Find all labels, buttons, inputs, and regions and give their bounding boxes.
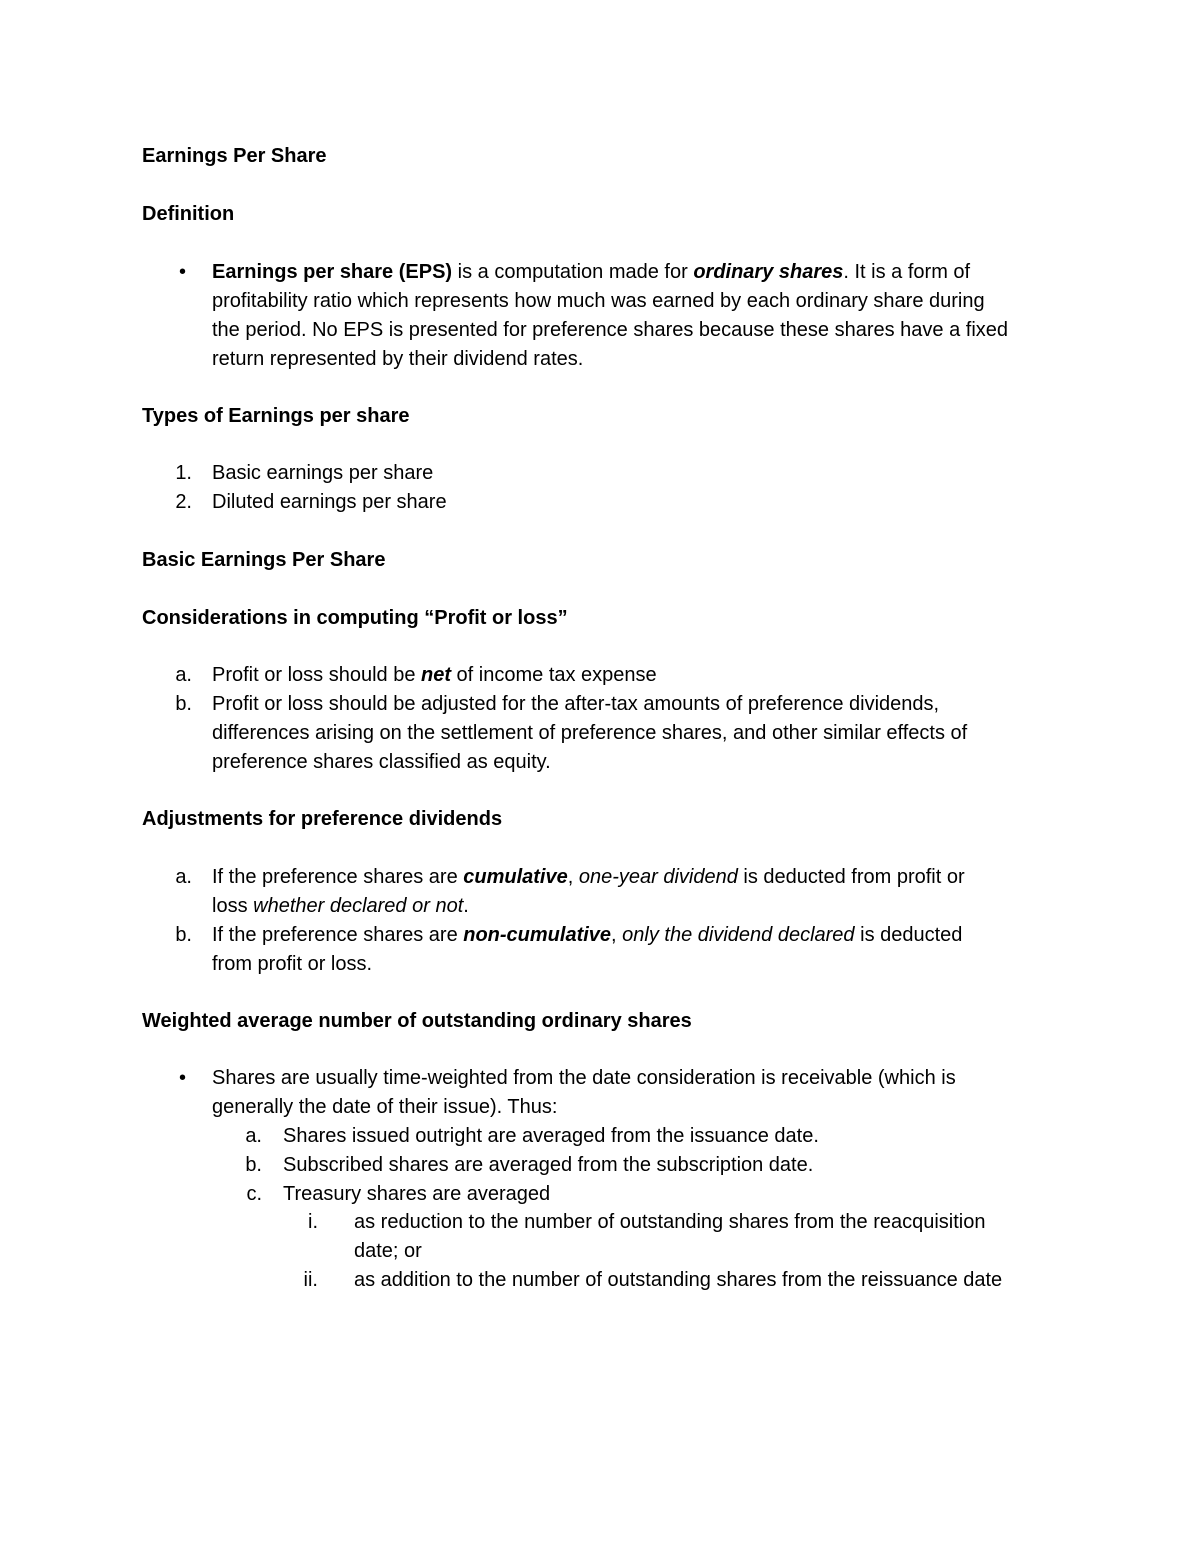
roman-item-line-1: as addition to the number of outstanding shares from the reissuance date: [354, 1269, 1003, 1291]
roman-marker: i.: [308, 1211, 318, 1233]
weighted-line-1: Shares are usually time-weighted from the date consideration is receivable (which is: [212, 1067, 956, 1089]
list-marker: b.: [175, 924, 192, 946]
item-text: Profit or loss should be: [212, 664, 421, 686]
list-item: Basic earnings per share: [212, 462, 434, 484]
roman-item-line-1: as reduction to the number of outstanding shares from the reacquisition: [354, 1211, 986, 1233]
net-term: net: [421, 664, 451, 686]
list-item: [212, 661, 657, 690]
item-text: is deducted: [854, 924, 963, 946]
dividend-declared-term: only the dividend declared: [622, 924, 855, 946]
non-cumulative-term: non-cumulative: [463, 924, 612, 946]
item-text: If the preference shares are: [212, 924, 464, 946]
item-text: of income tax expense: [451, 664, 657, 686]
item-text: ,: [611, 924, 623, 946]
list-item-line-2: from profit or loss.: [212, 953, 373, 975]
weighted-heading: Weighted average number of outstanding ordinary shares: [142, 1010, 692, 1032]
roman-marker: ii.: [303, 1269, 318, 1291]
list-item: Subscribed shares are averaged from the subscription date.: [283, 1154, 814, 1176]
list-item: Shares issued outright are averaged from the issuance date.: [283, 1125, 819, 1147]
definition-heading: Definition: [142, 203, 235, 225]
list-marker: 2.: [175, 491, 192, 513]
list-item-line-2: differences arising on the settlement of preference shares, and other similar effects of: [212, 722, 968, 744]
item-text: If the preference shares are: [212, 866, 464, 888]
item-text: loss: [212, 895, 254, 917]
weighted-line-2: generally the date of their issue). Thus:: [212, 1096, 558, 1118]
definition-text: . It is a form of: [843, 261, 971, 283]
types-heading: Types of Earnings per share: [142, 405, 410, 427]
item-text: .: [463, 895, 469, 917]
list-marker: b.: [175, 693, 192, 715]
roman-item-line-2: date; or: [354, 1240, 422, 1262]
list-item: Treasury shares are averaged: [283, 1183, 551, 1205]
list-marker: b.: [245, 1154, 262, 1176]
cumulative-term: cumulative: [463, 866, 568, 888]
one-year-dividend-term: one-year dividend: [578, 866, 738, 888]
definition-line-4: return represented by their dividend rates.: [212, 348, 584, 370]
item-text: ,: [567, 866, 579, 888]
definition-text: is a computation made for: [452, 261, 694, 283]
list-marker: c.: [246, 1183, 262, 1205]
definition-line-2: profitability ratio which represents how much was earned by each ordinary share during: [212, 290, 985, 312]
list-item: Diluted earnings per share: [212, 491, 447, 513]
bullet-marker: •: [178, 261, 186, 283]
adjustments-heading: Adjustments for preference dividends: [142, 808, 503, 830]
list-item-line-1: [212, 921, 962, 950]
definition-line-1: [212, 258, 970, 287]
list-item-line-3: preference shares classified as equity.: [212, 751, 551, 773]
list-marker: 1.: [175, 462, 192, 484]
bullet-marker: •: [178, 1067, 186, 1089]
item-text: is deducted from profit or: [737, 866, 965, 888]
whether-declared-term: whether declared or not: [253, 895, 464, 917]
list-item-line-1: [212, 863, 965, 892]
page-title: Earnings Per Share: [142, 145, 327, 167]
list-marker: a.: [245, 1125, 262, 1147]
considerations-heading: Considerations in computing “Profit or loss”: [142, 607, 568, 629]
list-marker: a.: [175, 664, 192, 686]
ordinary-shares-term: ordinary shares: [693, 261, 844, 283]
list-item-line-1: Profit or loss should be adjusted for the after-tax amounts of preference dividends,: [212, 693, 940, 715]
basic-eps-heading: Basic Earnings Per Share: [142, 549, 386, 571]
definition-line-3: the period. No EPS is presented for preference shares because these shares have a fixed: [212, 319, 1009, 341]
list-marker: a.: [175, 866, 192, 888]
eps-term: Earnings per share (EPS): [212, 261, 453, 283]
list-item-line-2: [212, 892, 469, 921]
